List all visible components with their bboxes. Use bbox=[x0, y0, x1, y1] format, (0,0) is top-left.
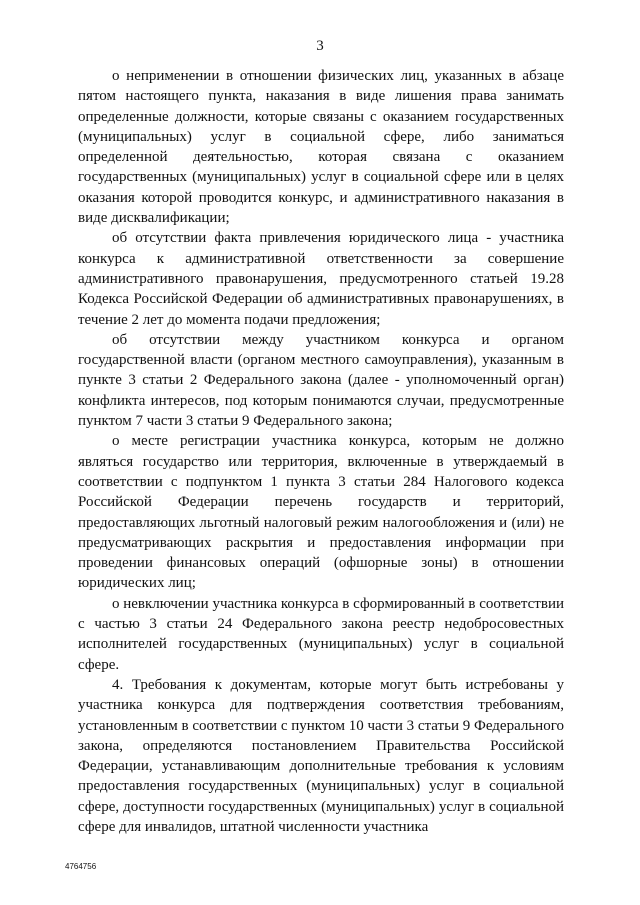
paragraph-document-requirements: 4. Требования к документам, которые могут быть истребованы у участника конкурса для подтверждения соответствия требованиям, установленным в соответствии с пунктом 10 части 3 статьи 9 Федерального закона, определяются постановлением Правительства Российской Федерации, устанавливающим дополнительные требования к условиям предоставления государственных (муниципальных) услуг в социальной сфере, доступности государственных (муниципальных) услуг в социальной сфере для инвалидов, штатной численности участника bbox=[78, 676, 564, 835]
page-number: 3 bbox=[316, 38, 324, 54]
paragraph-administrative-liability: об отсутствии факта привлечения юридического лица - участника конкурса к административной ответственности за совершение административного правонарушения, предусмотренного статьей 19.28 Кодекса Российской Федерации об административных правонарушениях, в течение 2 лет до момента подачи предложения; bbox=[78, 230, 564, 328]
paragraph-conflict-of-interest: об отсутствии между участником конкурса и органом государственной власти (органом местного самоуправления), указанным в пункте 3 статьи 2 Федерального закона (далее - уполномоченный орган) конфликта интересов, под которым понимаются случаи, предусмотренные пунктом 7 части 3 статьи 9 Федерального закона; bbox=[78, 331, 564, 430]
paragraph-non-application-of-punishment: о неприменении в отношении физических лиц, указанных в абзаце пятом настоящего пункта, наказания в виде лишения права занимать определенные должности, которые связаны с оказанием государственных (муниципальных) услуг в социальной сфере, либо заниматься определенной деятельностью, которая связана с оказанием государственных (муниципальных) услуг в социальной сфере или в целях оказания которой проводится конкурс, и административного наказания в виде дисквалификации; bbox=[78, 68, 564, 227]
document-code: 4764756 bbox=[65, 862, 97, 871]
paragraph-registry-exclusion: о невключении участника конкурса в сформированный в соответствии с частью 3 статьи 24 Федерального закона реестр недобросовестных исполнителей государственных (муниципальных) услуг в социальной сфере. bbox=[78, 595, 564, 673]
paragraph-registration-place: о месте регистрации участника конкурса, которым не должно являться государство или территория, включенные в утверждаемый в соответствии с подпунктом 1 пункта 3 статьи 284 Налогового кодекса Российской Федерации перечень государств и территорий, предоставляющих льготный налоговый режим налогообложения и (или) не предусматривающих раскрытия и предоставления информации при проведении финансовых операций (офшорные зоны) в отношении юридических лиц; bbox=[78, 433, 564, 592]
document-body bbox=[78, 66, 564, 837]
